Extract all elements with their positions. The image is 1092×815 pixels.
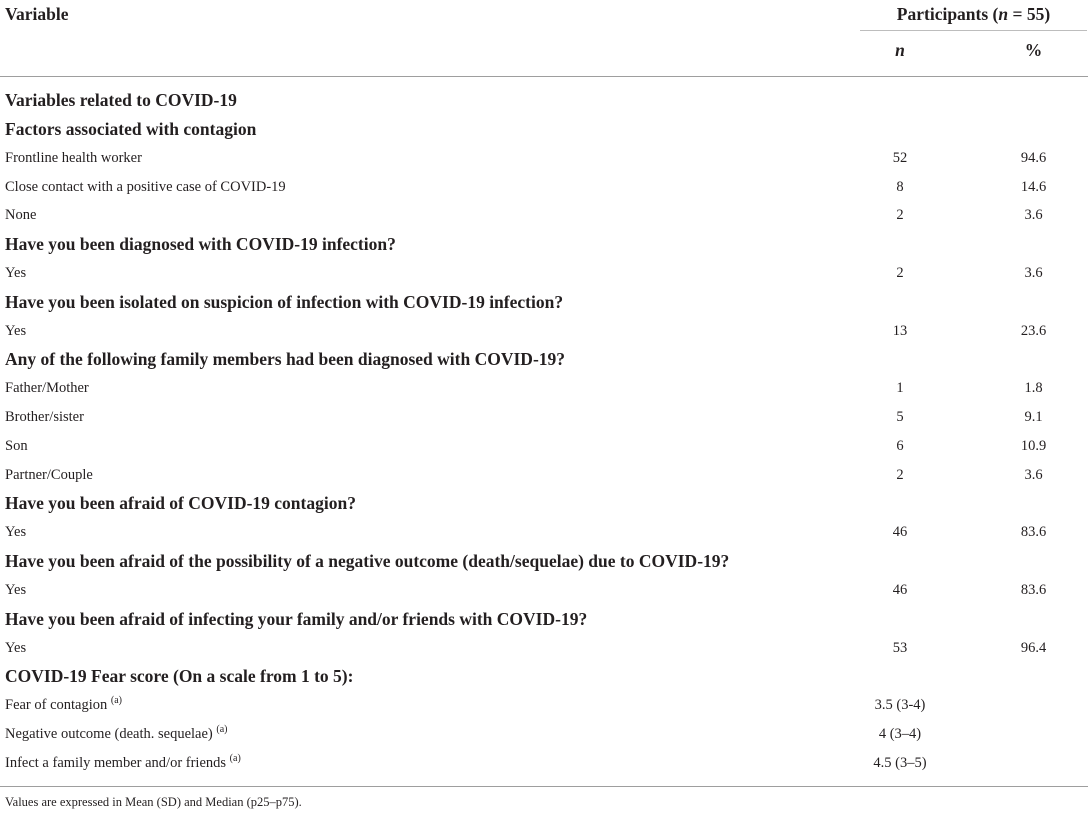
participants-header-prefix: Participants ( (896, 4, 999, 24)
section-label (5, 119, 256, 140)
n-cell: 4.5 (3–5) (873, 754, 927, 771)
n-cell: 3.5 (3-4) (874, 697, 926, 714)
n-cell: 4 (3–4) (878, 725, 922, 742)
table-row (0, 433, 1088, 462)
row-label-text: Have you been afraid of the possibility of a negative outcome (death/sequelae) due to COVID-19? (5, 550, 730, 571)
section-header-row (0, 116, 1088, 145)
row-label-text: Son (5, 437, 28, 454)
section-header-row (0, 231, 1088, 260)
percent-cell: 83.6 (1020, 581, 1047, 598)
row-label-text: Factors associated with contagion (5, 119, 257, 139)
row-label-text: Yes (5, 322, 27, 339)
row-label-text: Close contact with a positive case of COVID-19 (5, 178, 286, 195)
footnote-marker: (a) (229, 752, 241, 764)
section-label (5, 234, 396, 255)
table-row (0, 375, 1088, 404)
section-label (5, 666, 353, 687)
n-cell: 2 (896, 466, 904, 483)
percent-cell: 3.6 (1024, 466, 1043, 483)
footnote-marker: (a) (216, 724, 228, 736)
variable-column-header: Variable (5, 4, 69, 24)
row-label-text: Yes (5, 639, 27, 656)
section-label (5, 349, 565, 370)
row-label (5, 697, 122, 714)
footer-rule (0, 786, 1088, 787)
percent-cell: 14.6 (1020, 178, 1047, 195)
n-cell: 2 (896, 207, 904, 224)
row-label-text: Brother/sister (5, 409, 84, 426)
row-label (5, 207, 36, 224)
row-label-text: Have you been isolated on suspicion of infection with COVID-19 infection? (5, 291, 564, 312)
row-label-text: Yes (5, 265, 27, 282)
row-label (5, 726, 227, 743)
section-label (5, 609, 587, 630)
participants-underline (860, 30, 1087, 31)
participants-header-suffix: = 55) (1008, 4, 1051, 24)
header-rule (0, 76, 1088, 77)
n-cell: 46 (892, 524, 908, 541)
percent-cell: 3.6 (1024, 207, 1043, 224)
row-label-text: COVID-19 Fear score (On a scale from 1 to 5): (5, 666, 354, 687)
row-label-text: Fear of contagion (5, 697, 108, 714)
section-header-row (0, 663, 1088, 692)
percent-cell: 9.1 (1024, 409, 1043, 426)
table-row (0, 577, 1088, 606)
n-cell: 13 (892, 322, 908, 339)
percent-cell: 83.6 (1020, 524, 1047, 541)
participants-header-n-symbol: n (998, 4, 1009, 24)
row-label (5, 380, 89, 397)
table-row (0, 750, 1088, 779)
table-row (0, 692, 1088, 721)
table-row (0, 462, 1088, 491)
percent-cell: 23.6 (1020, 322, 1047, 339)
row-label (5, 438, 28, 455)
row-label (5, 752, 241, 772)
table-row (0, 145, 1088, 174)
row-label-text: Any of the following family members had been diagnosed with COVID-19? (5, 349, 566, 370)
n-cell: 8 (896, 178, 904, 195)
row-label (5, 150, 142, 167)
row-label (5, 323, 26, 340)
percent-cell: 94.6 (1020, 150, 1047, 166)
n-cell: 1 (896, 380, 904, 397)
row-label-text: Frontline health worker (5, 150, 142, 166)
row-label-text: Partner/Couple (5, 466, 93, 483)
participants-column-header (860, 4, 1087, 25)
n-column-header: n (895, 40, 905, 60)
percent-cell: 3.6 (1024, 265, 1043, 282)
table-row (0, 404, 1088, 433)
section-header-row (0, 548, 1088, 577)
section-label (5, 90, 237, 111)
row-label-text: None (5, 207, 37, 224)
n-cell: 46 (892, 581, 908, 598)
row-label-text: Infect a family member and/or friends (5, 754, 227, 771)
table-row (0, 202, 1088, 231)
table-row (0, 635, 1088, 664)
percent-cell: 96.4 (1020, 639, 1047, 656)
n-cell: 2 (896, 265, 904, 282)
row-label-text: Yes (5, 524, 27, 541)
n-cell: 53 (892, 639, 908, 656)
table-row (0, 318, 1088, 347)
row-label-text: Variables related to COVID-19 (5, 90, 237, 110)
row-label-text: Father/Mother (5, 380, 89, 397)
table-row (0, 174, 1088, 203)
section-header-row (0, 289, 1088, 318)
table-body (0, 87, 1088, 778)
row-label-text: Have you been diagnosed with COVID-19 infection? (5, 234, 396, 255)
section-header-row (0, 490, 1088, 519)
table-row (0, 519, 1088, 548)
section-header-row (0, 346, 1088, 375)
row-label (5, 582, 26, 599)
n-cell: 5 (896, 409, 904, 426)
n-cell: 6 (896, 437, 904, 454)
percent-cell: 1.8 (1024, 380, 1043, 397)
row-label (5, 524, 26, 541)
row-label (5, 265, 26, 282)
percent-cell: 10.9 (1020, 437, 1047, 454)
row-label-text: Have you been afraid of COVID-19 contagion? (5, 493, 356, 514)
row-label (5, 640, 26, 657)
row-label-text: Have you been afraid of infecting your family and/or friends with COVID-19? (5, 608, 588, 629)
row-label (5, 409, 84, 426)
table-footnote: Values are expressed in Mean (SD) and Median (p25–p75). (5, 795, 302, 809)
row-label-text: Yes (5, 581, 27, 598)
row-label-text: Negative outcome (death. sequelae) (5, 725, 213, 742)
row-label (5, 179, 286, 196)
table-row (0, 260, 1088, 289)
percent-column-header: % (1024, 40, 1043, 60)
section-header-row (0, 606, 1088, 635)
table-row (0, 721, 1088, 750)
section-label (5, 551, 729, 572)
section-label (5, 292, 563, 313)
section-header-row (0, 87, 1088, 116)
row-label (5, 467, 93, 484)
n-cell: 52 (892, 150, 908, 166)
section-label (5, 493, 356, 514)
footnote-marker: (a) (110, 695, 123, 707)
